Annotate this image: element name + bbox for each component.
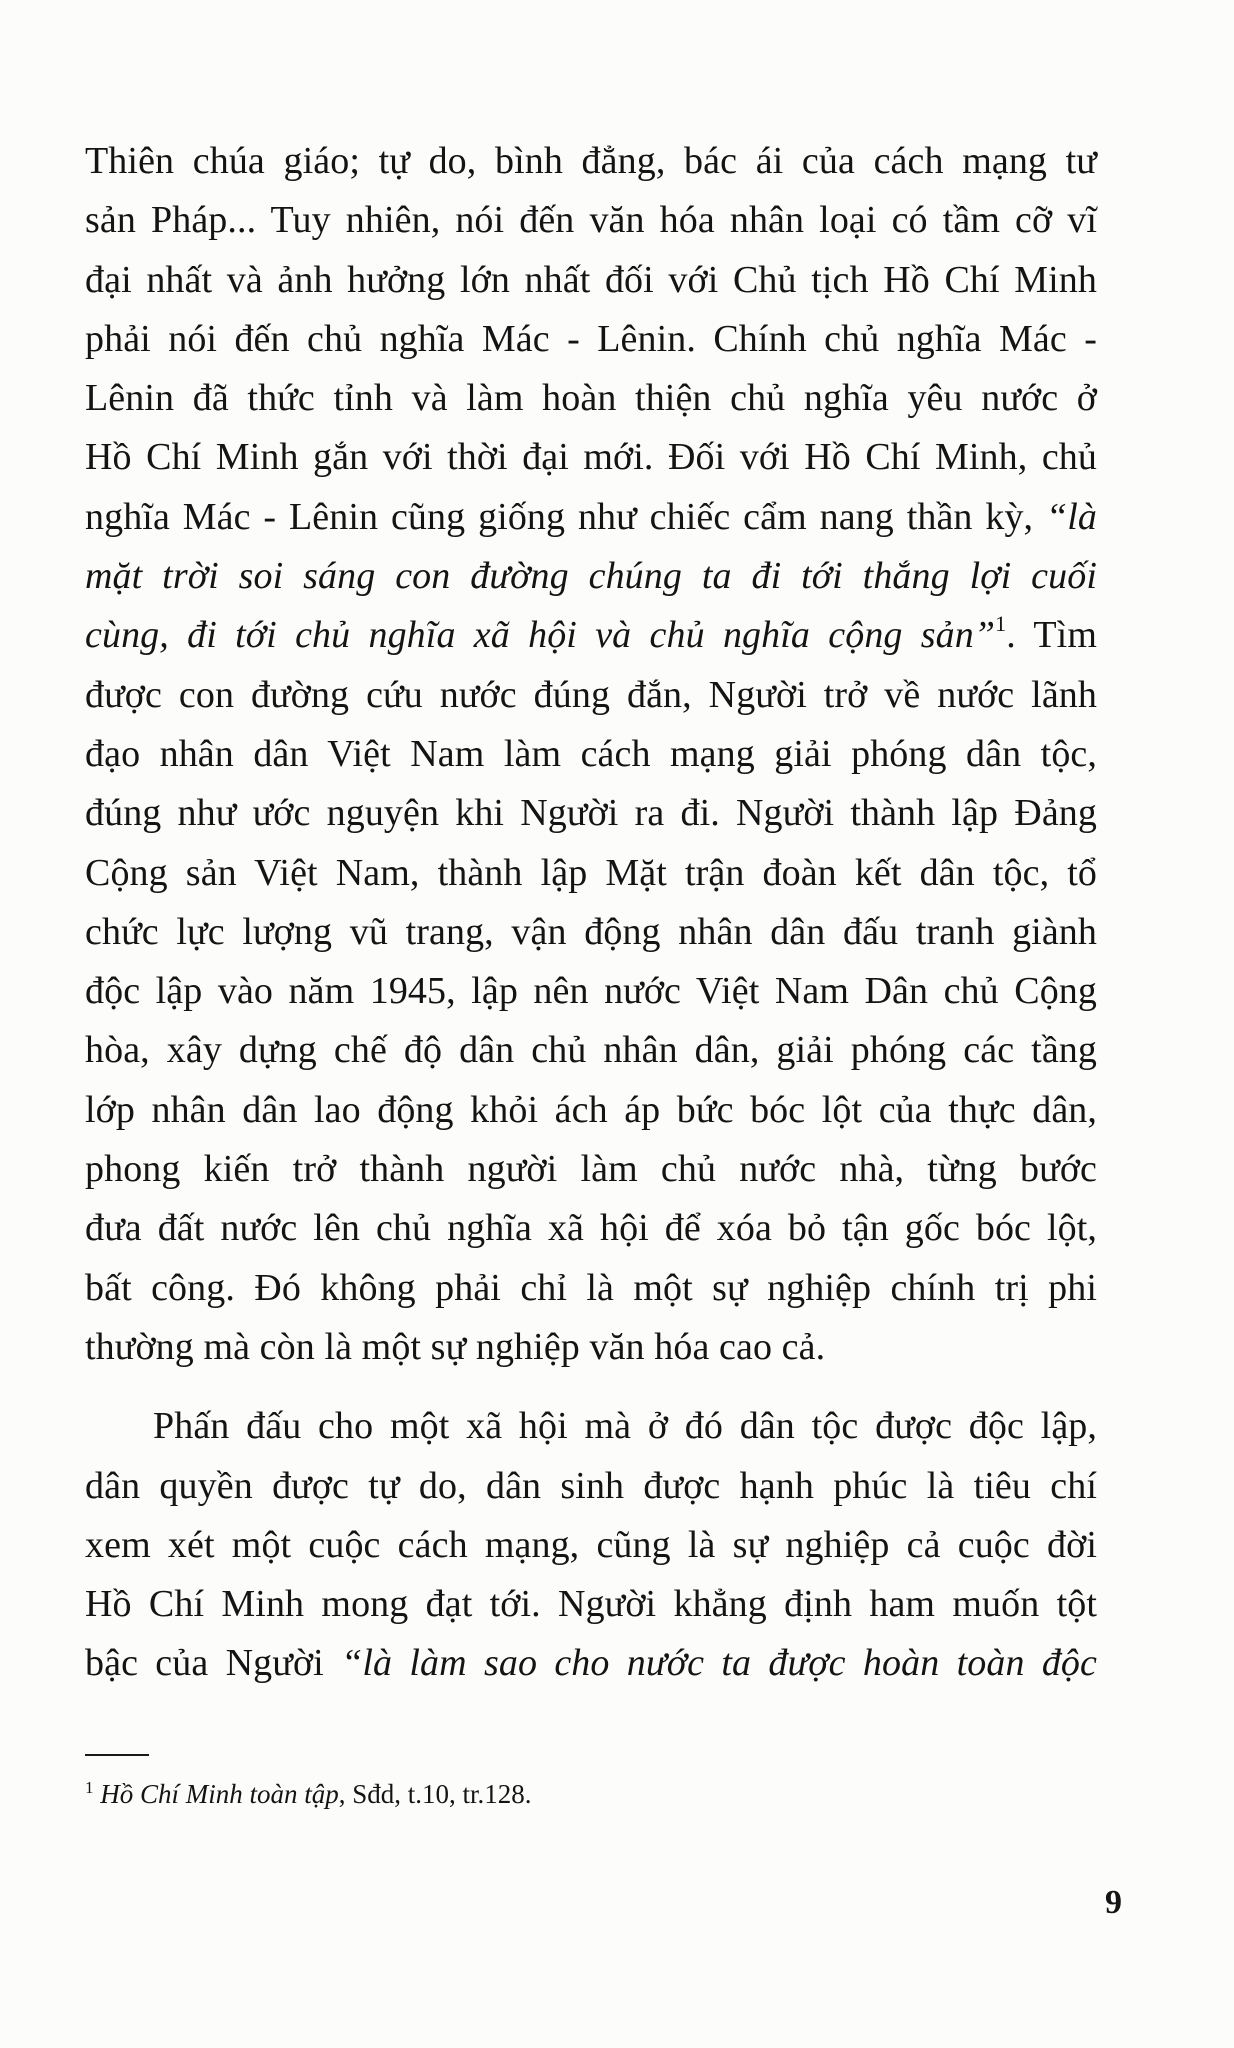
text-line: [85, 488, 1097, 547]
text-line: Cộng sản Việt Nam, thành lập Mặt trận đoàn kết dân tộc, tổ: [85, 851, 1097, 894]
text-line: độc lập vào năm 1945, lập nên nước Việt Nam Dân chủ Cộng: [85, 970, 1097, 1013]
text-line: bất công. Đó không phải chỉ là một sự nghiệp chính trị phi: [85, 1266, 1097, 1309]
text-run: nghĩa Mác - Lênin cũng giống như chiếc cẩm nang thần kỳ,: [85, 495, 1046, 538]
text-line: thường mà còn là một sự nghiệp văn hóa cao cả.: [85, 1325, 826, 1368]
text-line: [85, 547, 1097, 606]
text-line: Hồ Chí Minh gắn với thời đại mới. Đối với Hồ Chí Minh, chủ: [85, 436, 1097, 479]
text-line: hòa, xây dựng chế độ dân chủ nhân dân, giải phóng các tầng: [85, 1029, 1097, 1072]
footnote-source-detail: , Sđd, t.10, tr.128.: [338, 1779, 532, 1809]
text-run: . Tìm: [1006, 614, 1097, 657]
quote-run: “là: [1046, 495, 1097, 538]
text-line: dân quyền được tự do, dân sinh được hạnh phúc là tiêu chí: [85, 1464, 1097, 1507]
footnote-divider: [85, 1754, 149, 1756]
text-line: Lênin đã thức tỉnh và làm hoàn thiện chủ nghĩa yêu nước ở: [85, 377, 1097, 420]
footnote-marker: 1: [85, 1778, 94, 1797]
text-line: lớp nhân dân lao động khỏi ách áp bức bóc lột của thực dân,: [85, 1088, 1097, 1131]
body-text: [85, 132, 1097, 1694]
text-run: bậc của Người: [85, 1642, 342, 1685]
text-line: phải nói đến chủ nghĩa Mác - Lênin. Chính chủ nghĩa Mác -: [85, 317, 1097, 360]
text-line: Phấn đấu cho một xã hội mà ở đó dân tộc được độc lập,: [153, 1405, 1097, 1448]
paragraph-gap: [85, 1377, 1097, 1397]
footnote-marker: 1: [995, 611, 1007, 637]
text-line: [85, 606, 1097, 665]
text-line: Thiên chúa giáo; tự do, bình đẳng, bác ái của cách mạng tư: [85, 140, 1097, 182]
quote-run: “là làm sao cho nước ta được hoàn toàn độc: [341, 1642, 1097, 1685]
text-line: đại nhất và ảnh hưởng lớn nhất đối với Chủ tịch Hồ Chí Minh: [85, 258, 1097, 301]
text-line: đưa đất nước lên chủ nghĩa xã hội để xóa bỏ tận gốc bóc lột,: [85, 1207, 1097, 1250]
footnote-source-title: Hồ Chí Minh toàn tập: [100, 1779, 339, 1809]
quote-run: cùng, đi tới chủ nghĩa xã hội và chủ nghĩa cộng sản”: [85, 614, 996, 657]
text-line: chức lực lượng vũ trang, vận động nhân dân đấu tranh giành: [85, 910, 1097, 953]
text-line: Hồ Chí Minh mong đạt tới. Người khẳng định ham muốn tột: [85, 1583, 1097, 1626]
quote-run: mặt trời soi sáng con đường chúng ta đi tới thắng lợi cuối: [85, 555, 1097, 598]
page-number: 9: [1105, 1884, 1122, 1921]
text-line: được con đường cứu nước đúng đắn, Người trở về nước lãnh: [85, 673, 1097, 716]
text-line: đạo nhân dân Việt Nam làm cách mạng giải phóng dân tộc,: [85, 732, 1097, 775]
text-line: sản Pháp... Tuy nhiên, nói đến văn hóa nhân loại có tầm cỡ vĩ: [85, 199, 1097, 242]
text-line: đúng như ước nguyện khi Người ra đi. Người thành lập Đảng: [85, 792, 1097, 835]
footnote: [85, 1776, 532, 1812]
text-line: phong kiến trở thành người làm chủ nước nhà, từng bước: [85, 1148, 1097, 1191]
text-line: [85, 1634, 1097, 1693]
text-line: xem xét một cuộc cách mạng, cũng là sự nghiệp cả cuộc đời: [85, 1523, 1097, 1566]
